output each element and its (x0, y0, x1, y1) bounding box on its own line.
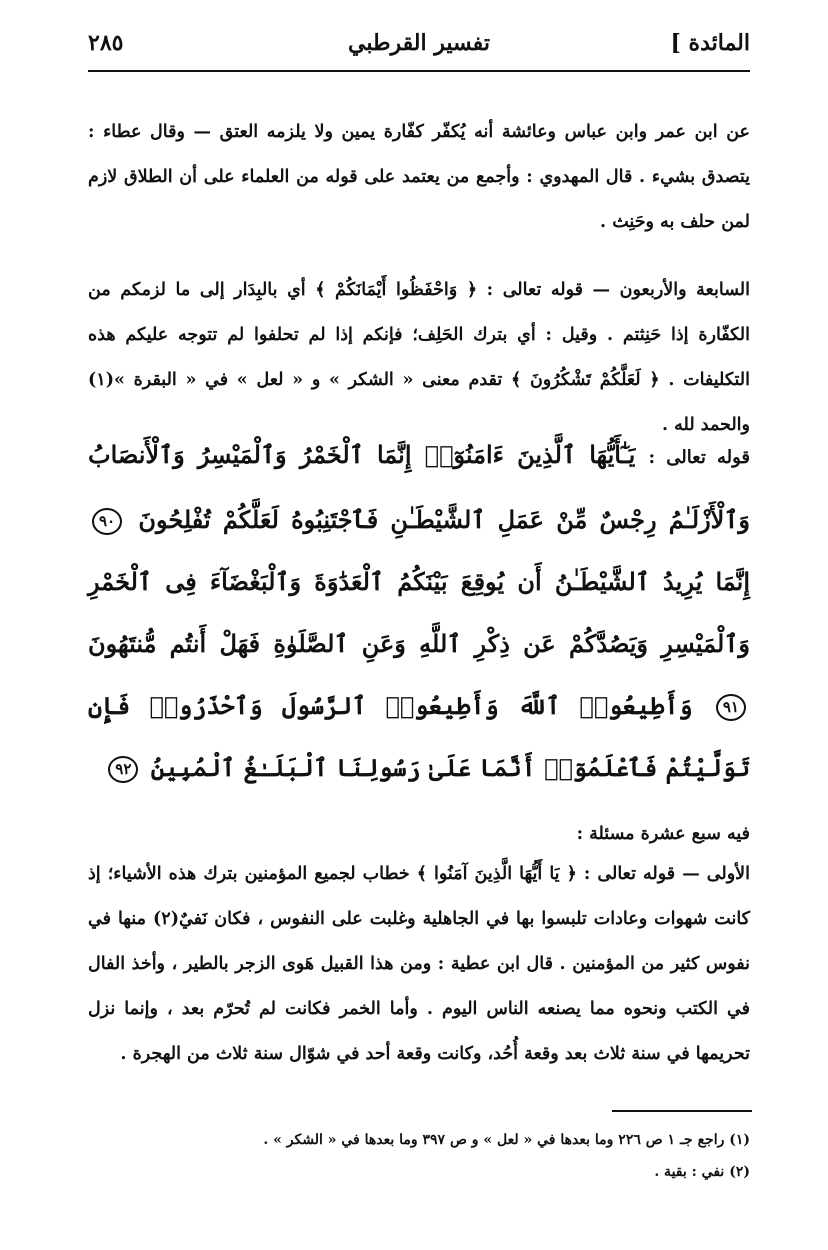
page-number: ٢٨٥ (88, 30, 124, 56)
verse-intro: قوله تعالى : (648, 447, 751, 468)
verse-91: إِنَّمَا يُرِيدُ ٱلشَّيْطَـٰنُ أَن يُوقِعَ بَيْنَكُمُ ٱلْعَدَٰوَةَ وَٱلْبَغْضَآءَ فِى ٱلْخَمْرِ وَٱلْمَيْسِرِ وَيَصُدَّكُمْ عَن ذِكْرِ ٱللَّهِ وَعَنِ ٱلصَّلَوٰةِ فَهَلْ أَنتُم مُّنتَهُونَ (88, 567, 750, 658)
surah-name: المائدة ] (670, 30, 750, 56)
ayah-number-90: ٩٠ (92, 508, 122, 535)
footnotes (150, 1124, 750, 1188)
footnote-divider (612, 1110, 752, 1112)
page-header (88, 30, 750, 70)
footnote-1: (١) راجع جـ ١ ص ٢٢٦ وما بعدها في « لعل » و ص ٣٩٧ وما بعدها في « الشكر » . (263, 1132, 750, 1148)
paragraph-4 (88, 852, 750, 1077)
verse-92: وَأَطِيعُوا۟ ٱللَّهَ وَأَطِيعُوا۟ ٱلرَّسُولَ وَٱحْذَرُوا۟ فَإِن تَوَلَّيْتُمْ فَٱعْلَمُوٓا۟ أَنَّمَا عَلَىٰ رَسُولِنَا ٱلْبَلَـٰغُ ٱلْمُبِينُ (88, 691, 750, 782)
quran-verse-block (88, 424, 750, 799)
paragraph-1-text: عن ابن عمر وابن عباس وعائشة أنه يُكفّر كفّارة يمين ولا يلزمه العتق — وقال عطاء : يتصدق بشيء . قال المهدوي : وأجمع من يعتمد على قوله من العلماء على أن الطلاق لازم لمن حلف به وحَنِث . (88, 122, 750, 232)
header-divider (88, 70, 750, 72)
book-title: تفسير القرطبي (348, 30, 490, 56)
verse-90: يَـٰٓأَيُّهَا ٱلَّذِينَ ءَامَنُوٓا۟ إِنَّمَا ٱلْخَمْرُ وَٱلْمَيْسِرُ وَٱلْأَنصَابُ وَٱلْأَزْلَـٰمُ رِجْسٌ مِّنْ عَمَلِ ٱلشَّيْطَـٰنِ فَٱجْتَنِبُوهُ لَعَلَّكُمْ تُفْلِحُونَ (88, 440, 751, 534)
paragraph-1 (88, 110, 750, 245)
paragraph-3 (88, 812, 750, 857)
paragraph-2-text: السابعة والأربعون — قوله تعالى : ﴿ وَاحْفَظُوا أَيْمَانَكُمْ ﴾ أي بالبِدَار إلى ما لزمكم من الكفّارة إذا حَنِثتم . وقيل : أي بترك الحَلِف؛ فإنكم إذا لم تحلفوا لم تتوجه عليكم هذه التكليفات . ﴿ لَعَلَّكُمْ تَشْكُرُونَ ﴾ تقدم معنى « الشكر » و « لعل » في « البقرة »(١) والحمد لله . (88, 280, 750, 435)
ayah-number-92: ٩٢ (108, 756, 138, 783)
paragraph-3-text: فيه سبع عشرة مسئلة : (576, 824, 750, 844)
paragraph-4-text: الأولى — قوله تعالى : ﴿ يَا أَيُّهَا الَّذِينَ آمَنُوا ﴾ خطاب لجميع المؤمنين بترك هذه الأشياء؛ إذ كانت شهوات وعادات تلبسوا بها في الجاهلية وغلبت على النفوس ، فكان نَفيٌ(٢) منها في نفوس كثير من المؤمنين . قال ابن عطية : ومن هذا القبيل هَوى الزجر بالطير ، وأخذ الفال في الكتب ونحوه مما يصنعه الناس اليوم . وأما الخمر فكانت لم تُحرّم بعد ، وإنما نزل تحريمها في سنة ثلاث بعد وقعة أُحُد، وكانت وقعة أحد في شوّال سنة ثلاث من الهجرة . (88, 864, 750, 1064)
paragraph-2 (88, 268, 750, 448)
ayah-number-91: ٩١ (716, 694, 746, 721)
footnote-2: (٢) نفي : بقية . (654, 1164, 750, 1180)
